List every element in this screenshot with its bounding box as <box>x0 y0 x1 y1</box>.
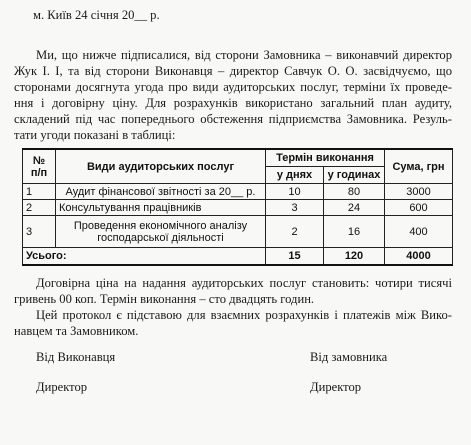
intro-line: Жук І. І, та від сторони Виконавця – директор Савчук О. О. засвідчуємо, що <box>14 64 452 78</box>
header-sum: Сума, грн <box>385 149 453 184</box>
intro-line: ння і договірну ціну. Для розрахунків використано загальний план аудиту, <box>14 96 452 110</box>
header-days: у днях <box>266 167 324 184</box>
cell-days: 3 <box>266 200 324 216</box>
cell-sum: 400 <box>385 216 453 248</box>
table-row <box>23 184 453 200</box>
cell-service: Проведення економічного аналізу господарської діяльності <box>56 216 266 248</box>
header-num: № п/п <box>23 149 56 184</box>
intro-line: Ми, що нижче підписалися, від сторони Замовника – виконавчий директор <box>36 48 452 62</box>
header-term: Термін виконання <box>266 149 385 167</box>
cell-service: Консультування працівників <box>56 200 266 216</box>
cell-sum: 600 <box>385 200 453 216</box>
intro-line: складений під час попереднього обстеження підприємства Замовника. Резуль- <box>14 112 452 126</box>
signature-right-role: Директор <box>310 380 362 394</box>
cell-days: 10 <box>266 184 324 200</box>
cell-num: 1 <box>23 184 56 200</box>
closing-line: гривень 00 коп. Термін виконання – сто двадцять годин. <box>14 292 315 306</box>
signature-left-role: Директор <box>36 380 88 394</box>
total-days: 15 <box>266 248 324 265</box>
intro-line: сторонами досягнута угода про види аудиторських послуг, терміни їх проведе- <box>14 80 452 94</box>
cell-hours: 16 <box>324 216 385 248</box>
cell-service: Аудит фінансової звітності за 20__ р. <box>56 184 266 200</box>
header-service: Види аудиторських послуг <box>56 149 266 184</box>
cell-sum: 3000 <box>385 184 453 200</box>
header-hours: у годинах <box>324 167 385 184</box>
cell-num: 2 <box>23 200 56 216</box>
total-sum: 4000 <box>385 248 453 265</box>
total-row <box>23 248 453 265</box>
intro-line: тати угоди показані в таблиці: <box>14 128 176 142</box>
cell-num: 3 <box>23 216 56 248</box>
cell-hours: 80 <box>324 184 385 200</box>
total-hours: 120 <box>324 248 385 265</box>
cell-hours: 24 <box>324 200 385 216</box>
cell-days: 2 <box>266 216 324 248</box>
table-row <box>23 216 453 248</box>
signature-right-party: Від замовника <box>310 350 388 364</box>
closing-line: Договірна ціна на надання аудиторських послуг становить: чотири тисячі <box>36 276 452 290</box>
table-row <box>23 200 453 216</box>
closing-line: Цей протокол є підставою для взаємних розрахунків і платежів між Вико- <box>36 308 452 322</box>
place-date: м. Київ 24 січня 20__ р. <box>33 8 160 22</box>
services-table <box>22 148 453 266</box>
signature-left-party: Від Виконавця <box>36 350 116 364</box>
total-label: Усього: <box>23 248 266 265</box>
closing-line: навцем та Замовником. <box>14 324 139 338</box>
